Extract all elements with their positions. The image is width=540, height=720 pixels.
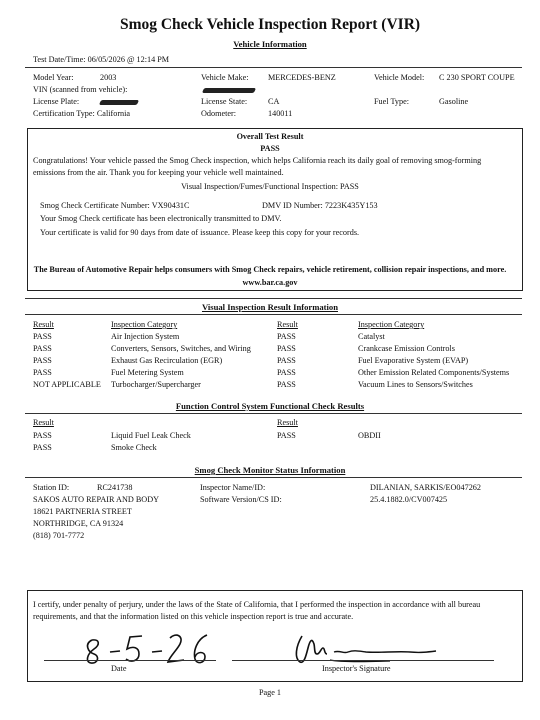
model-year-value: 2003 — [100, 73, 117, 82]
shop-name: SAKOS AUTO REPAIR AND BODY — [33, 495, 160, 504]
visual-category: Other Emission Related Components/Systems — [358, 368, 510, 377]
inspector-value: DILANIAN, SARKIS/EO047262 — [370, 483, 481, 492]
station-id-label: Station ID: — [33, 483, 70, 492]
software-label: Software Version/CS ID: — [200, 495, 282, 504]
functional-result: PASS — [33, 431, 52, 440]
make-label: Vehicle Make: — [201, 73, 249, 82]
divider — [25, 314, 522, 315]
make-value: MERCEDES-BENZ — [268, 73, 336, 82]
visual-result: PASS — [33, 332, 52, 341]
state-label: License State: — [201, 97, 248, 106]
visual-category: Crankcase Emission Controls — [358, 344, 455, 353]
functional-category: OBDII — [358, 431, 381, 440]
odometer-label: Odometer: — [201, 109, 237, 118]
visual-inspection-header: Visual Inspection Result Information — [201, 302, 338, 312]
functional-category: Liquid Fuel Leak Check — [111, 431, 191, 440]
visual-category: Fuel Evaporative System (EVAP) — [358, 356, 469, 365]
certify-text-1: I certify, under penalty of perjury, under the laws of the State of California, that I performed the inspection in accordance with all bureau — [33, 600, 481, 609]
visual-result: PASS — [277, 380, 296, 389]
visual-category: Turbocharger/Supercharger — [111, 380, 201, 389]
fuel-value: Gasoline — [439, 97, 469, 106]
station-id-value: RC241738 — [97, 483, 133, 492]
odometer-value: 140011 — [268, 109, 293, 118]
visual-category: Catalyst — [358, 332, 385, 341]
fuel-label: Fuel Type: — [374, 97, 409, 106]
plate-redaction — [99, 100, 139, 105]
page-number: Page 1 — [258, 688, 282, 697]
visual-result: PASS — [277, 356, 296, 365]
report-title: Smog Check Vehicle Inspection Report (VIR) — [119, 16, 421, 33]
visual-result: PASS — [277, 344, 296, 353]
visual-result: PASS — [33, 356, 52, 365]
certificate-number: Smog Check Certificate Number: VX90431C — [40, 201, 190, 210]
divider — [25, 67, 522, 68]
vin-redaction — [202, 88, 256, 93]
cert-type: Certification Type: California — [33, 109, 131, 118]
visual-functional-result: Visual Inspection/Fumes/Functional Inspection: PASS — [181, 182, 359, 191]
visual-result: PASS — [33, 368, 52, 377]
bar-url: www.bar.ca.gov — [242, 278, 298, 287]
congrats-text-2: emissions from the air. Thank you for keeping your vehicle well maintained. — [33, 168, 284, 177]
model-label: Vehicle Model: — [374, 73, 425, 82]
visual-result: PASS — [33, 344, 52, 353]
visual-col-category-left: Inspection Category — [111, 320, 178, 329]
visual-category: Exhaust Gas Recirculation (EGR) — [111, 356, 223, 365]
visual-result: NOT APPLICABLE — [33, 380, 101, 389]
functional-result: PASS — [33, 443, 52, 452]
signature-label: Inspector's Signature — [322, 664, 391, 673]
functional-result: PASS — [277, 431, 296, 440]
certify-text-2: requirements, and that the information listed on this vehicle inspection report is true and accurate. — [33, 612, 354, 621]
shop-phone: (818) 701-7772 — [33, 531, 85, 540]
inspector-label: Inspector Name/ID: — [200, 483, 266, 492]
signature-line — [232, 660, 494, 661]
visual-col-result-right: Result — [277, 320, 298, 329]
model-value: C 230 SPORT COUPE — [439, 73, 515, 82]
valid-text: Your certificate is valid for 90 days from date of issuance. Please keep this copy for your records. — [40, 228, 360, 237]
shop-address-line-1: 18621 PARTNERIA STREET — [33, 507, 132, 516]
state-value: CA — [268, 97, 280, 106]
overall-result-value: PASS — [260, 144, 280, 153]
divider — [25, 477, 522, 478]
plate-label: License Plate: — [33, 97, 80, 106]
divider — [25, 413, 522, 414]
handwritten-date — [82, 630, 222, 670]
dmv-id-number: DMV ID Number: 7223K435Y153 — [262, 201, 378, 210]
visual-category: Fuel Metering System — [111, 368, 184, 377]
transmitted-text: Your Smog Check certificate has been electronically transmitted to DMV. — [40, 214, 282, 223]
visual-category: Air Injection System — [111, 332, 180, 341]
model-year-label: Model Year: — [33, 73, 74, 82]
visual-category: Vacuum Lines to Sensors/Switches — [358, 380, 473, 389]
shop-address-line-2: NORTHRIDGE, CA 91324 — [33, 519, 124, 528]
date-label: Date — [111, 664, 127, 673]
test-datetime: Test Date/Time: 06/05/2026 @ 12:14 PM — [33, 55, 170, 64]
vin-label: VIN (scanned from vehicle): — [33, 85, 128, 94]
date-line — [44, 660, 216, 661]
visual-col-result-left: Result — [33, 320, 54, 329]
functional-col-result-left: Result — [33, 418, 54, 427]
vehicle-info-header: Vehicle Information — [233, 39, 307, 49]
functional-check-header: Function Control System Functional Check Results — [175, 401, 365, 411]
visual-result: PASS — [277, 368, 296, 377]
divider — [25, 298, 522, 299]
visual-category: Converters, Sensors, Switches, and Wiring — [111, 344, 251, 353]
visual-result: PASS — [277, 332, 296, 341]
overall-result-header: Overall Test Result — [236, 132, 304, 141]
software-value: 25.4.1882.0/CV007425 — [370, 495, 448, 504]
functional-category: Smoke Check — [111, 443, 157, 452]
congrats-text-1: Congratulations! Your vehicle passed the Smog Check inspection, which helps California reach its daily goal of removing smog-forming — [33, 156, 482, 165]
visual-col-category-right: Inspection Category — [358, 320, 425, 329]
bar-info-text: The Bureau of Automotive Repair helps consumers with Smog Check repairs, vehicle retirement, collision repair inspections, and more. — [33, 265, 507, 274]
functional-col-result-right: Result — [277, 418, 298, 427]
monitor-status-header: Smog Check Monitor Status Information — [194, 465, 346, 475]
